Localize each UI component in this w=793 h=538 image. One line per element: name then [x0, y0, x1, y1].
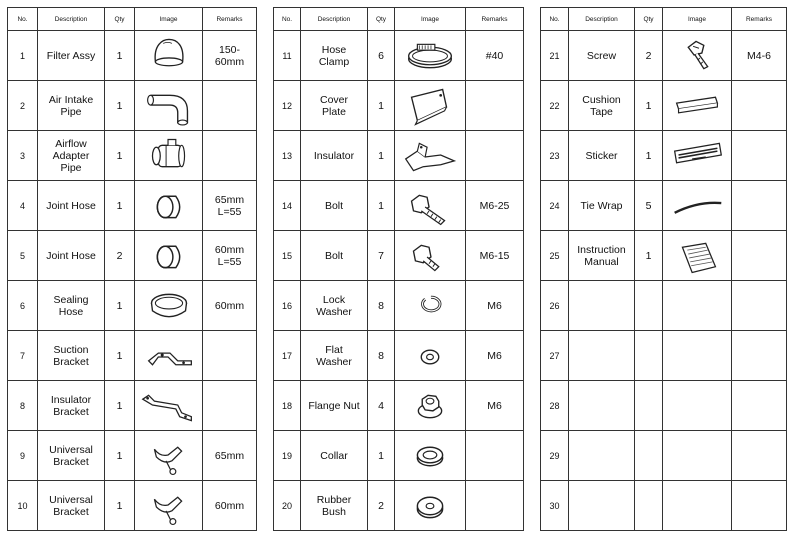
item-description: Insulator — [301, 131, 368, 181]
table-row — [541, 181, 787, 231]
elbow-pipe-icon — [135, 83, 203, 129]
header-row — [8, 8, 257, 31]
item-description: Flat Washer — [301, 331, 368, 381]
item-number: 24 — [541, 181, 569, 231]
universal-bracket-icon — [135, 483, 203, 529]
table-row — [541, 481, 787, 531]
item-description: Collar — [301, 431, 368, 481]
table-row — [8, 231, 257, 281]
header-no: No. — [274, 8, 301, 31]
table-row — [274, 331, 524, 381]
screw-icon — [663, 33, 731, 79]
table-row — [541, 231, 787, 281]
item-image — [395, 131, 466, 181]
insulator-icon — [396, 133, 464, 179]
header-description: Description — [301, 8, 368, 31]
item-description: Suction Bracket — [38, 331, 105, 381]
item-quantity: 2 — [105, 231, 135, 281]
table-row — [8, 31, 257, 81]
item-remarks: M6 — [466, 381, 524, 431]
header-remarks: Remarks — [732, 8, 787, 31]
item-image — [135, 131, 203, 181]
item-remarks — [203, 381, 257, 431]
item-description: Insulator Bracket — [38, 381, 105, 431]
header-description: Description — [569, 8, 635, 31]
parts-table-1 — [7, 7, 257, 531]
item-image — [663, 281, 732, 331]
table-row — [274, 231, 524, 281]
item-quantity: 1 — [368, 431, 395, 481]
short-hose-icon — [135, 233, 203, 279]
table-row — [274, 281, 524, 331]
tie-wrap-icon — [663, 183, 731, 229]
item-quantity: 1 — [105, 81, 135, 131]
table-row — [274, 81, 524, 131]
filter-dome-icon — [135, 33, 203, 79]
item-quantity: 1 — [105, 181, 135, 231]
flange-nut-icon — [396, 383, 464, 429]
header-description: Description — [38, 8, 105, 31]
item-remarks — [732, 131, 787, 181]
item-number: 15 — [274, 231, 301, 281]
parts-table-3 — [540, 7, 787, 531]
item-image — [395, 331, 466, 381]
item-image — [135, 481, 203, 531]
lock-washer-icon — [396, 283, 464, 329]
item-image — [663, 81, 732, 131]
table-row — [8, 381, 257, 431]
item-image — [395, 281, 466, 331]
item-quantity: 8 — [368, 281, 395, 331]
item-description: Cushion Tape — [569, 81, 635, 131]
item-quantity: 5 — [635, 181, 663, 231]
header-row — [274, 8, 524, 31]
item-remarks — [732, 481, 787, 531]
table-row — [274, 131, 524, 181]
item-quantity — [635, 331, 663, 381]
item-quantity: 7 — [368, 231, 395, 281]
item-number: 26 — [541, 281, 569, 331]
adapter-pipe-icon — [135, 133, 203, 179]
item-image — [663, 31, 732, 81]
item-description: Joint Hose — [38, 181, 105, 231]
item-number: 13 — [274, 131, 301, 181]
item-description: Rubber Bush — [301, 481, 368, 531]
universal-bracket-icon — [135, 433, 203, 479]
item-number: 30 — [541, 481, 569, 531]
item-image — [135, 331, 203, 381]
item-remarks — [203, 331, 257, 381]
table-row — [541, 131, 787, 181]
table-row — [274, 431, 524, 481]
item-number: 11 — [274, 31, 301, 81]
item-remarks — [466, 81, 524, 131]
item-remarks: M6-25 — [466, 181, 524, 231]
item-remarks: M6 — [466, 331, 524, 381]
item-remarks — [466, 431, 524, 481]
item-image — [395, 31, 466, 81]
item-image — [663, 381, 732, 431]
header-qty: Qty — [635, 8, 663, 31]
item-quantity: 8 — [368, 331, 395, 381]
item-number: 12 — [274, 81, 301, 131]
sticker-icon — [663, 133, 731, 179]
header-remarks: Remarks — [466, 8, 524, 31]
item-remarks — [466, 131, 524, 181]
table-row — [8, 331, 257, 381]
table-row — [541, 281, 787, 331]
table-row — [541, 431, 787, 481]
sealing-ring-icon — [135, 283, 203, 329]
table-row — [8, 281, 257, 331]
table-row — [8, 481, 257, 531]
item-description: Sticker — [569, 131, 635, 181]
item-number: 10 — [8, 481, 38, 531]
item-number: 8 — [8, 381, 38, 431]
item-number: 6 — [8, 281, 38, 331]
item-remarks: #40 — [466, 31, 524, 81]
item-description: Tie Wrap — [569, 181, 635, 231]
item-image — [135, 381, 203, 431]
item-image — [135, 31, 203, 81]
item-description: Filter Assy — [38, 31, 105, 81]
item-quantity: 1 — [105, 31, 135, 81]
table-row — [8, 431, 257, 481]
table-row — [274, 181, 524, 231]
item-remarks: 65mm L=55 — [203, 181, 257, 231]
item-remarks — [732, 231, 787, 281]
short-hose-icon — [135, 183, 203, 229]
item-description: Universal Bracket — [38, 481, 105, 531]
item-number: 3 — [8, 131, 38, 181]
cover-plate-icon — [396, 83, 464, 129]
item-quantity: 1 — [105, 131, 135, 181]
item-description — [569, 281, 635, 331]
item-quantity: 1 — [368, 131, 395, 181]
item-quantity: 1 — [105, 381, 135, 431]
table-row — [541, 331, 787, 381]
item-number: 28 — [541, 381, 569, 431]
item-remarks: M4-6 — [732, 31, 787, 81]
table-row — [274, 381, 524, 431]
item-remarks — [732, 281, 787, 331]
flat-washer-icon — [396, 333, 464, 379]
item-image — [135, 281, 203, 331]
item-quantity: 1 — [105, 431, 135, 481]
hose-clamp-icon — [396, 33, 464, 79]
item-number: 27 — [541, 331, 569, 381]
item-remarks: M6-15 — [466, 231, 524, 281]
item-remarks: 60mm — [203, 481, 257, 531]
item-number: 1 — [8, 31, 38, 81]
item-remarks — [466, 481, 524, 531]
item-quantity: 2 — [635, 31, 663, 81]
table-row — [274, 31, 524, 81]
item-remarks: 60mm — [203, 281, 257, 331]
item-description — [569, 381, 635, 431]
insulator-bracket-icon — [135, 383, 203, 429]
manual-icon — [663, 233, 731, 279]
item-quantity: 1 — [368, 181, 395, 231]
item-image — [395, 381, 466, 431]
item-number: 17 — [274, 331, 301, 381]
item-description: Cover Plate — [301, 81, 368, 131]
table-row — [8, 181, 257, 231]
item-image — [135, 81, 203, 131]
item-remarks — [732, 81, 787, 131]
item-description: Bolt — [301, 181, 368, 231]
item-number: 19 — [274, 431, 301, 481]
item-remarks — [732, 181, 787, 231]
item-description: Bolt — [301, 231, 368, 281]
short-bolt-icon — [396, 233, 464, 279]
item-image — [395, 431, 466, 481]
suction-bracket-icon — [135, 333, 203, 379]
header-remarks: Remarks — [203, 8, 257, 31]
item-description: Joint Hose — [38, 231, 105, 281]
item-number: 2 — [8, 81, 38, 131]
item-image — [663, 131, 732, 181]
item-number: 21 — [541, 31, 569, 81]
item-number: 20 — [274, 481, 301, 531]
item-description: Sealing Hose — [38, 281, 105, 331]
item-image — [663, 181, 732, 231]
item-description: Flange Nut — [301, 381, 368, 431]
item-quantity — [635, 381, 663, 431]
item-image — [663, 331, 732, 381]
item-number: 5 — [8, 231, 38, 281]
item-number: 14 — [274, 181, 301, 231]
header-image: Image — [135, 8, 203, 31]
collar-icon — [396, 433, 464, 479]
item-description: Hose Clamp — [301, 31, 368, 81]
item-image — [135, 181, 203, 231]
item-quantity — [635, 431, 663, 481]
item-remarks: 150- 60mm — [203, 31, 257, 81]
item-number: 4 — [8, 181, 38, 231]
table-row — [274, 481, 524, 531]
item-remarks — [203, 131, 257, 181]
item-quantity: 1 — [105, 481, 135, 531]
header-qty: Qty — [368, 8, 395, 31]
item-image — [663, 231, 732, 281]
header-row — [541, 8, 787, 31]
item-description: Airflow Adapter Pipe — [38, 131, 105, 181]
item-remarks — [732, 331, 787, 381]
item-image — [395, 481, 466, 531]
item-description: Air Intake Pipe — [38, 81, 105, 131]
item-number: 18 — [274, 381, 301, 431]
item-number: 9 — [8, 431, 38, 481]
parts-table-2 — [273, 7, 524, 531]
item-remarks: 65mm — [203, 431, 257, 481]
item-quantity: 1 — [635, 81, 663, 131]
item-description: Lock Washer — [301, 281, 368, 331]
rubber-bush-icon — [396, 483, 464, 529]
item-remarks: 60mm L=55 — [203, 231, 257, 281]
table-row — [8, 81, 257, 131]
item-image — [395, 231, 466, 281]
item-number: 22 — [541, 81, 569, 131]
item-quantity: 4 — [368, 381, 395, 431]
item-description: Universal Bracket — [38, 431, 105, 481]
header-image: Image — [395, 8, 466, 31]
item-number: 25 — [541, 231, 569, 281]
item-quantity: 1 — [635, 131, 663, 181]
item-image — [663, 481, 732, 531]
item-description — [569, 331, 635, 381]
table-row — [541, 31, 787, 81]
item-number: 23 — [541, 131, 569, 181]
cushion-tape-icon — [663, 83, 731, 129]
item-quantity: 6 — [368, 31, 395, 81]
item-description: Instruction Manual — [569, 231, 635, 281]
header-no: No. — [541, 8, 569, 31]
item-quantity: 2 — [368, 481, 395, 531]
table-row — [541, 381, 787, 431]
item-image — [663, 431, 732, 481]
item-quantity: 1 — [368, 81, 395, 131]
item-image — [135, 431, 203, 481]
table-row — [8, 131, 257, 181]
header-no: No. — [8, 8, 38, 31]
item-quantity — [635, 481, 663, 531]
item-quantity: 1 — [105, 281, 135, 331]
item-number: 7 — [8, 331, 38, 381]
long-bolt-icon — [396, 183, 464, 229]
item-quantity — [635, 281, 663, 331]
item-number: 29 — [541, 431, 569, 481]
item-quantity: 1 — [105, 331, 135, 381]
item-remarks — [203, 81, 257, 131]
item-remarks — [732, 431, 787, 481]
item-image — [395, 181, 466, 231]
table-row — [541, 81, 787, 131]
header-image: Image — [663, 8, 732, 31]
item-number: 16 — [274, 281, 301, 331]
item-description: Screw — [569, 31, 635, 81]
item-image — [395, 81, 466, 131]
item-description — [569, 481, 635, 531]
item-image — [135, 231, 203, 281]
item-description — [569, 431, 635, 481]
item-remarks: M6 — [466, 281, 524, 331]
item-remarks — [732, 381, 787, 431]
header-qty: Qty — [105, 8, 135, 31]
item-quantity: 1 — [635, 231, 663, 281]
